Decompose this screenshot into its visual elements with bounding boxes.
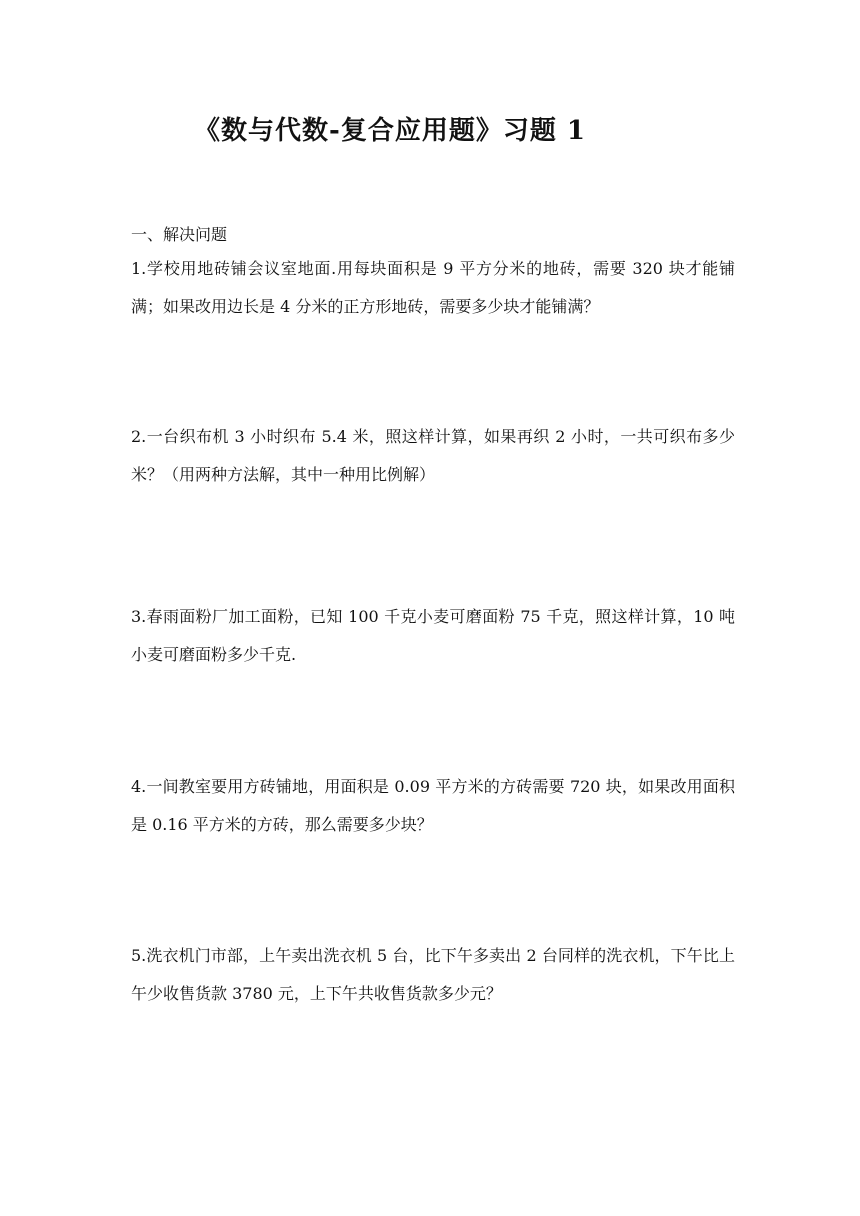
question-1: 1.学校用地砖铺会议室地面.用每块面积是 9 平方分米的地砖，需要 320 块才能铺满；如果改用边长是 4 分米的正方形地砖，需要多少块才能铺满？ bbox=[131, 259, 735, 316]
question-5: 5.洗衣机门市部，上午卖出洗衣机 5 台，比下午多卖出 2 台同样的洗衣机，下午比上午少收售货款 3780 元，上下午共收售货款多少元？ bbox=[131, 946, 735, 1003]
page-title: 《数与代数-复合应用题》习题 1 bbox=[194, 116, 586, 146]
question-2: 2.一台织布机 3 小时织布 5.4 米，照这样计算，如果再织 2 小时，一共可织布多少米？（用两种方法解，其中一种用比例解） bbox=[131, 427, 735, 484]
question-3: 3.春雨面粉厂加工面粉，已知 100 千克小麦可磨面粉 75 千克，照这样计算，10 吨小麦可磨面粉多少千克. bbox=[131, 607, 735, 664]
section-heading: 一、解决问题 bbox=[131, 225, 228, 244]
question-4: 4.一间教室要用方砖铺地，用面积是 0.09 平方米的方砖需要 720 块，如果改用面积是 0.16 平方米的方砖，那么需要多少块？ bbox=[131, 777, 735, 834]
